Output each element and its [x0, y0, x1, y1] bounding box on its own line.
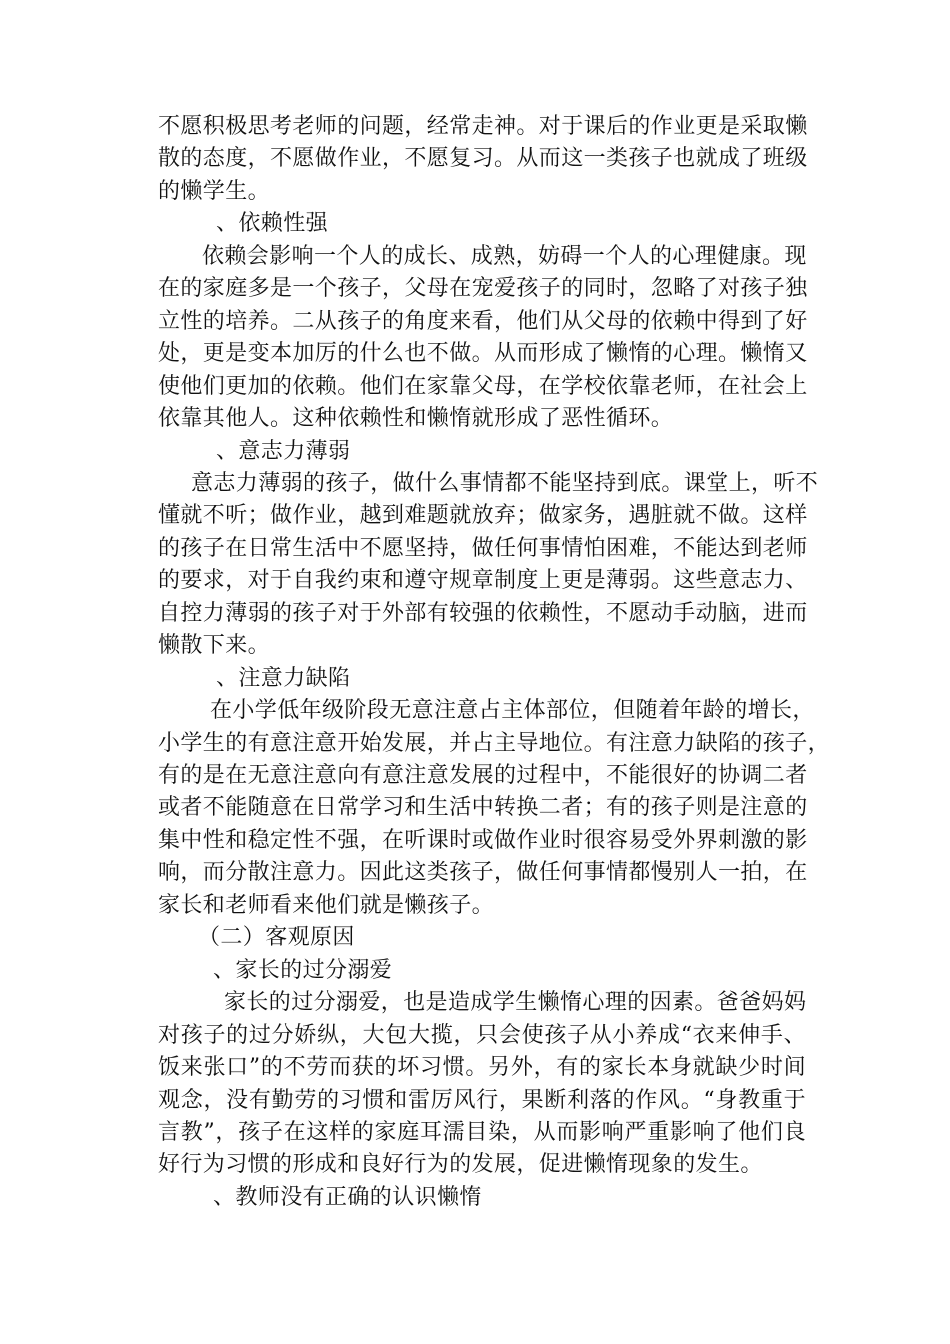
text-line: 、注意力缺陷 — [216, 665, 351, 691]
text-line: 集中性和稳定性不强，在听课时或做作业时很容易受外界刺激的影 — [158, 827, 808, 853]
text-line: 懂就不听；做作业，越到难题就放弃；做家务，遇脏就不做。这样 — [158, 503, 808, 529]
text-line: 响，而分散注意力。因此这类孩子，做任何事情都慢别人一拍，在 — [158, 860, 808, 886]
text-line: 的懒学生。 — [158, 178, 271, 204]
text-line: 不愿积极思考老师的问题，经常走神。对于课后的作业更是采取懒 — [158, 114, 808, 139]
text-line: 的孩子在日常生活中不愿坚持，做任何事情怕困难，不能达到老师 — [158, 535, 808, 561]
text-line: 自控力薄弱的孩子对于外部有较强的依赖性，不愿动手动脑，进而 — [158, 600, 808, 626]
text-line: 依靠其他人。这种依赖性和懒惰就形成了恶性循环。 — [158, 406, 674, 432]
text-line: 或者不能随意在日常学习和生活中转换二者；有的孩子则是注意的 — [158, 795, 808, 821]
text-line: 、家长的过分溺爱 — [213, 957, 393, 983]
text-line: 懒散下来。 — [158, 633, 271, 659]
text-line: 依赖会影响一个人的成长、成熟，妨碍一个人的心理健康。现 — [202, 243, 807, 269]
text-line: 处，更是变本加厉的什么也不做。从而形成了懒惰的心理。懒惰又 — [158, 341, 808, 367]
text-line: 对孩子的过分娇纵，大包大揽，只会使孩子从小养成“衣来伸手、 — [158, 1022, 806, 1048]
text-line: 饭来张口”的不劳而获的坏习惯。另外，有的家长本身就缺少时间 — [158, 1055, 806, 1081]
text-line: 家长和老师看来他们就是懒孩子。 — [158, 892, 495, 918]
text-line: 家长的过分溺爱，也是造成学生懒惰心理的因素。爸爸妈妈 — [224, 990, 807, 1016]
text-line: 、意志力薄弱 — [216, 438, 351, 464]
text-line: 散的态度，不愿做作业，不愿复习。从而这一类孩子也就成了班级 — [158, 146, 808, 172]
text-line: 、依赖性强 — [216, 211, 329, 237]
text-line: 使他们更加的依赖。他们在家靠父母，在学校依靠老师，在社会上 — [158, 373, 808, 399]
text-line: 的要求，对于自我约束和遵守规章制度上更是薄弱。这些意志力、 — [158, 568, 808, 594]
text-line: 有的是在无意注意向有意注意发展的过程中，不能很好的协调二者 — [158, 763, 808, 788]
text-line: 在的家庭多是一个孩子，父母在宠爱孩子的同时，忽略了对孩子独 — [158, 276, 808, 302]
text-line: 在小学低年级阶段无意注意占主体部位，但随着年龄的增长， — [210, 698, 815, 724]
text-line: 观念，没有勤劳的习惯和雷厉风行，果断利落的作风。“身教重于 — [158, 1087, 806, 1113]
text-line: 言教”，孩子在这样的家庭耳濡目染，从而影响严重影响了他们良 — [158, 1119, 806, 1145]
text-line: 小学生的有意注意开始发展，并占主导地位。有注意力缺陷的孩子， — [158, 730, 831, 756]
text-line: （二）客观原因 — [198, 925, 355, 951]
text-line: 好行为习惯的形成和良好行为的发展，促进懒惰现象的发生。 — [158, 1152, 763, 1178]
text-line: 立性的培养。二从孩子的角度来看，他们从父母的依赖中得到了好 — [158, 308, 808, 334]
text-line: 、教师没有正确的认识懒惰 — [213, 1184, 482, 1210]
text-line: 意志力薄弱的孩子，做什么事情都不能坚持到底。课堂上，听不 — [191, 470, 819, 496]
